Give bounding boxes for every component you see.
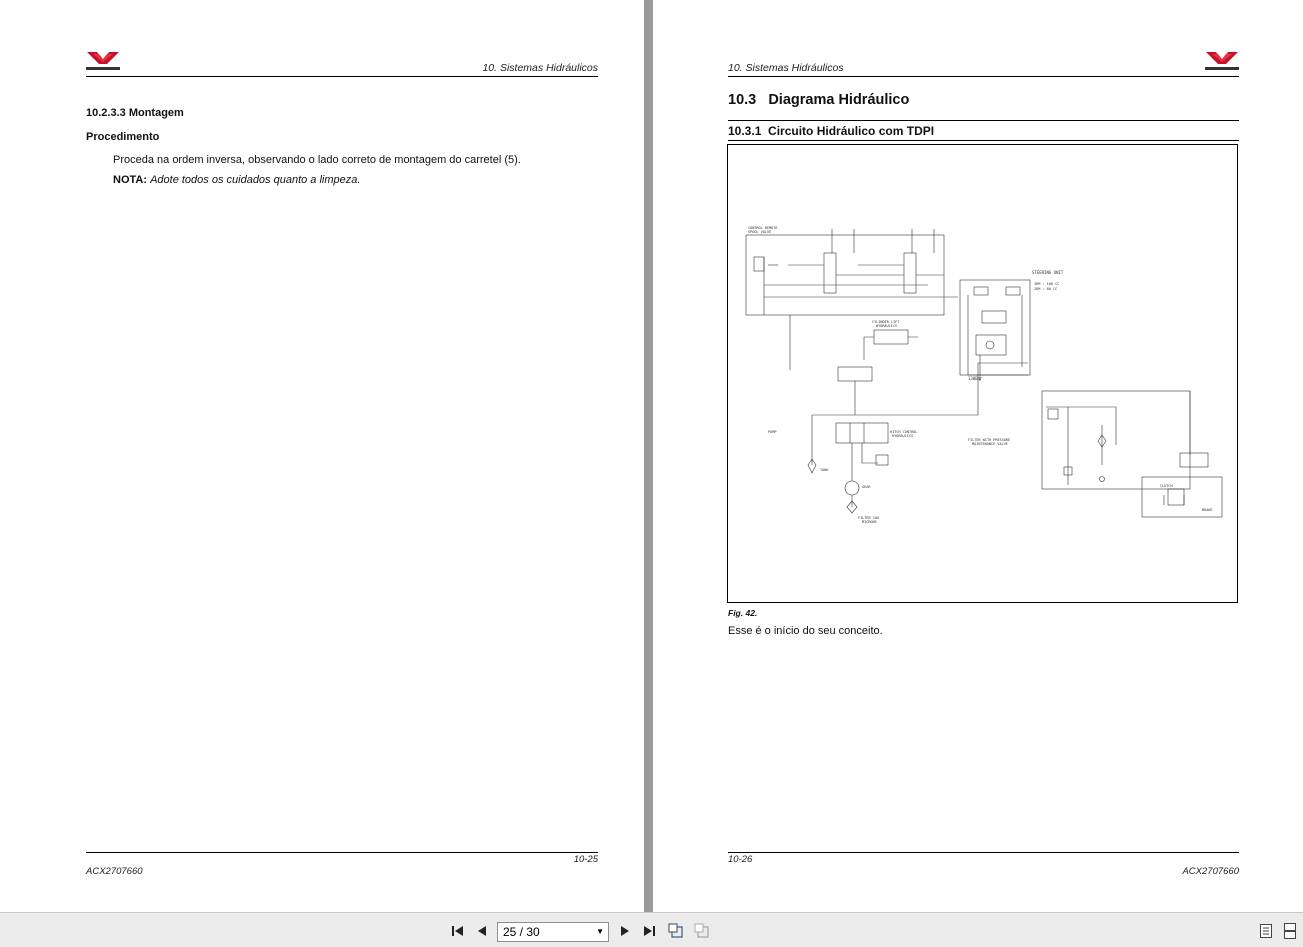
remote-valve-label-2: SPOOL VALVE [748, 230, 772, 234]
hydraulic-diagram [728, 145, 1237, 602]
clutch-label: CLUTCH [1160, 484, 1173, 488]
section-title [728, 92, 909, 108]
steering-spec-1: 3RM : 100 CC [1034, 282, 1060, 286]
footer-rule [728, 852, 1239, 853]
page-number: 10-25 [573, 854, 598, 865]
steering-spec-2: 2RM : 80 CC [1034, 287, 1058, 291]
prev-page-icon[interactable] [474, 923, 490, 939]
brand-logo [1204, 50, 1240, 72]
viewer-toolbar [0, 912, 1303, 947]
continuous-page-icon[interactable] [1282, 923, 1298, 939]
subsection-rule-bottom [728, 140, 1239, 141]
hydraulic-diagram-figure [727, 144, 1238, 603]
right-page [653, 0, 1303, 912]
body-text: Proceda na ordem inversa, observando o lado correto de montagem do carretel (5). [113, 154, 521, 166]
footer-rule [86, 852, 598, 853]
cylinder-label-2: HYDRAULICS [876, 324, 898, 328]
suction-filter-label: FILTER 100 [858, 516, 880, 520]
pump-label-2: PUMP [768, 430, 777, 434]
note-text: Adote todos os cuidados quanto a limpeza. [150, 174, 361, 186]
figure-text: Esse é o início do seu conceito. [728, 625, 883, 637]
filter-label-2: MAINTENANCE VALVE [972, 442, 1008, 446]
section-heading: 10.2.3.3 Montagem [86, 107, 184, 119]
fit-width-icon[interactable] [694, 923, 710, 939]
page-number-input[interactable] [497, 922, 609, 942]
subsection-title [728, 124, 934, 138]
tank-label: TANK [820, 468, 829, 472]
hitch-control-label: HITCH CONTROL [890, 430, 918, 434]
subsection-rule-top [728, 120, 1239, 121]
hitch-control-label-2: HYDRAULICS [892, 434, 914, 438]
doc-code: ACX2707660 [86, 866, 143, 877]
header-title: 10. Sistemas Hidráulicos [728, 62, 844, 74]
first-page-icon[interactable] [450, 923, 466, 939]
subsection-title-text: Circuito Hidráulico com TDPI [768, 124, 935, 138]
pump-label: GEAR [862, 485, 871, 489]
cylinder-label: CYLINDER LIFT [872, 320, 900, 324]
subsection-number: 10.3.1 [728, 124, 762, 138]
page-gap [644, 0, 653, 912]
note-label: NOTA: [113, 174, 148, 186]
remote-valve-label: CONTROL REMOTE [748, 226, 778, 230]
steering-unit-label: STEERING UNIT [1032, 270, 1064, 275]
header-title: 10. Sistemas Hidráulicos [482, 62, 598, 74]
doc-code: ACX2707660 [1182, 866, 1239, 877]
header-rule [728, 76, 1239, 77]
section-title-text: Diagrama Hidráulico [768, 92, 910, 108]
next-page-icon[interactable] [617, 923, 633, 939]
page-number: 10-26 [728, 854, 753, 865]
filter-label: FILTER WITH PRESSURE [968, 438, 1011, 442]
note-paragraph [113, 174, 360, 186]
brake-label: BRAKE [1202, 508, 1213, 512]
page-indicator: 25 / 30 [503, 925, 540, 939]
last-page-icon[interactable] [641, 923, 657, 939]
left-page [0, 0, 644, 912]
suction-filter-label-2: MICRONS [862, 520, 877, 524]
section-number: 10.3 [728, 92, 757, 108]
fit-page-icon[interactable] [668, 923, 684, 939]
subheading: Procedimento [86, 131, 160, 143]
single-page-icon[interactable] [1258, 923, 1274, 939]
header-rule [86, 76, 598, 77]
relief-pressure-label: 130Bar [968, 376, 983, 381]
chevron-down-icon[interactable]: ▼ [596, 927, 604, 936]
brand-logo [85, 50, 121, 72]
figure-caption: Fig. 42. [728, 608, 758, 618]
